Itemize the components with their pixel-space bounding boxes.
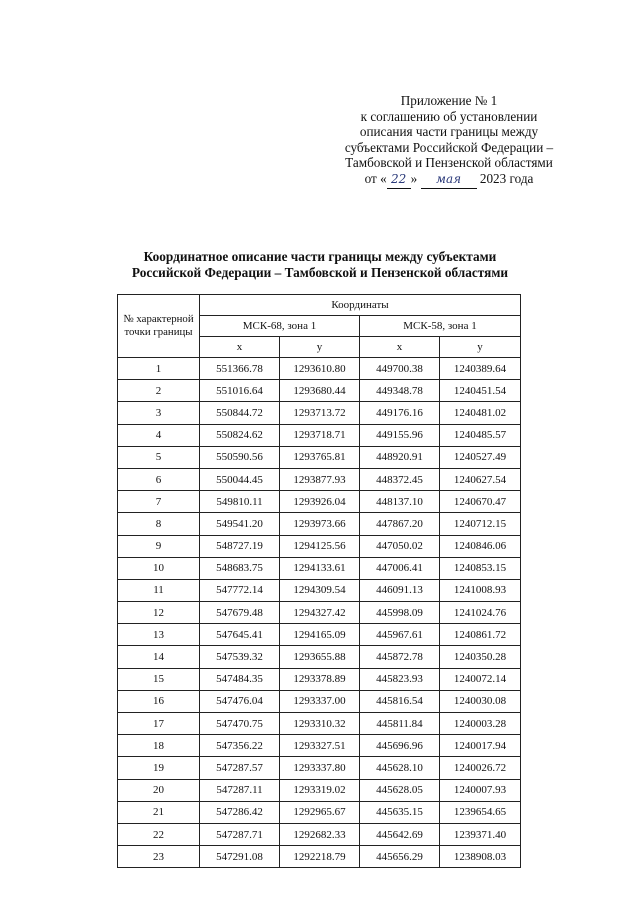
msk68-x-cell: 547679.48 <box>200 602 280 624</box>
msk68-x-cell: 548683.75 <box>200 557 280 579</box>
table-row <box>118 846 521 868</box>
msk58-y-cell: 1240389.64 <box>440 358 521 380</box>
table-row <box>118 358 521 380</box>
appendix-line: к соглашению об установлении <box>360 108 538 124</box>
msk68-y-cell: 1293926.04 <box>280 491 360 513</box>
msk68-x-cell: 550044.45 <box>200 468 280 490</box>
date-year: 2023 года <box>479 170 534 186</box>
point-number-cell: 20 <box>118 779 200 801</box>
msk58-y-cell: 1239371.40 <box>440 823 521 845</box>
msk68-x-header: x <box>200 337 280 358</box>
msk58-x-cell: 448137.10 <box>360 491 440 513</box>
date-day-handwritten: 22 <box>387 172 411 189</box>
point-number-cell: 18 <box>118 735 200 757</box>
msk68-x-cell: 547772.14 <box>200 579 280 601</box>
msk68-y-cell: 1293378.89 <box>280 668 360 690</box>
document-title <box>100 249 540 281</box>
msk68-header: МСК-68, зона 1 <box>200 316 360 337</box>
point-number-cell: 23 <box>118 846 200 868</box>
table-row <box>118 668 521 690</box>
msk68-x-cell: 549810.11 <box>200 491 280 513</box>
table-row <box>118 690 521 712</box>
appendix-header <box>330 93 568 189</box>
msk68-x-cell: 547539.32 <box>200 646 280 668</box>
msk58-y-cell: 1240026.72 <box>440 757 521 779</box>
msk58-y-cell: 1240712.15 <box>440 513 521 535</box>
coordinates-header: Координаты <box>200 295 521 316</box>
msk68-y-cell: 1293718.71 <box>280 424 360 446</box>
date-month-handwritten: мая <box>421 172 477 189</box>
table-row <box>118 713 521 735</box>
table-row <box>118 624 521 646</box>
table-row <box>118 402 521 424</box>
msk68-x-cell: 550824.62 <box>200 424 280 446</box>
msk58-y-cell: 1241008.93 <box>440 579 521 601</box>
msk68-y-cell: 1294165.09 <box>280 624 360 646</box>
msk68-x-cell: 548727.19 <box>200 535 280 557</box>
msk68-y-header: y <box>280 337 360 358</box>
msk58-x-cell: 448920.91 <box>360 446 440 468</box>
point-number-cell: 8 <box>118 513 200 535</box>
msk58-y-cell: 1240853.15 <box>440 557 521 579</box>
date-mid: » <box>410 170 418 186</box>
msk68-x-cell: 547287.11 <box>200 779 280 801</box>
msk58-x-cell: 445998.09 <box>360 602 440 624</box>
table-header <box>118 295 521 358</box>
msk58-y-cell: 1240485.57 <box>440 424 521 446</box>
title-line-1: Координатное описание части границы между субъектами <box>143 249 497 264</box>
msk68-x-cell: 550590.56 <box>200 446 280 468</box>
msk58-x-cell: 449700.38 <box>360 358 440 380</box>
appendix-line: Тамбовской и Пензенской областями <box>345 155 553 171</box>
msk68-y-cell: 1294133.61 <box>280 557 360 579</box>
point-number-cell: 19 <box>118 757 200 779</box>
msk58-x-cell: 445872.78 <box>360 646 440 668</box>
point-number-cell: 14 <box>118 646 200 668</box>
msk58-y-cell: 1240030.08 <box>440 690 521 712</box>
msk58-y-cell: 1240072.14 <box>440 668 521 690</box>
msk68-x-cell: 547286.42 <box>200 801 280 823</box>
point-number-cell: 13 <box>118 624 200 646</box>
msk68-x-cell: 547476.04 <box>200 690 280 712</box>
table-row <box>118 513 521 535</box>
point-number-cell: 17 <box>118 713 200 735</box>
point-number-cell: 21 <box>118 801 200 823</box>
msk58-x-cell: 447006.41 <box>360 557 440 579</box>
point-number-cell: 6 <box>118 468 200 490</box>
msk58-y-cell: 1240861.72 <box>440 624 521 646</box>
msk68-x-cell: 547356.22 <box>200 735 280 757</box>
point-number-header: № характерной точки границы <box>118 295 200 358</box>
msk58-x-cell: 449155.96 <box>360 424 440 446</box>
msk68-y-cell: 1293713.72 <box>280 402 360 424</box>
point-number-cell: 15 <box>118 668 200 690</box>
msk58-x-cell: 447050.02 <box>360 535 440 557</box>
msk58-x-cell: 445811.84 <box>360 713 440 735</box>
msk68-x-cell: 547645.41 <box>200 624 280 646</box>
msk58-y-cell: 1240481.02 <box>440 402 521 424</box>
msk58-y-cell: 1240670.47 <box>440 491 521 513</box>
table-row <box>118 735 521 757</box>
point-number-cell: 2 <box>118 380 200 402</box>
msk68-y-cell: 1293973.66 <box>280 513 360 535</box>
point-number-cell: 1 <box>118 358 200 380</box>
msk58-x-cell: 445628.05 <box>360 779 440 801</box>
point-number-cell: 7 <box>118 491 200 513</box>
msk58-x-cell: 447867.20 <box>360 513 440 535</box>
msk58-x-cell: 445967.61 <box>360 624 440 646</box>
msk68-x-cell: 547287.71 <box>200 823 280 845</box>
table-row <box>118 424 521 446</box>
table-row <box>118 801 521 823</box>
point-number-cell: 16 <box>118 690 200 712</box>
appendix-line: субъектами Российской Федерации – <box>344 139 554 155</box>
msk68-y-cell: 1292682.33 <box>280 823 360 845</box>
table-row <box>118 757 521 779</box>
msk58-y-cell: 1240627.54 <box>440 468 521 490</box>
table-row <box>118 446 521 468</box>
appendix-date <box>330 171 568 189</box>
msk68-y-cell: 1294125.56 <box>280 535 360 557</box>
msk58-x-cell: 449176.16 <box>360 402 440 424</box>
msk58-y-cell: 1240017.94 <box>440 735 521 757</box>
msk58-x-cell: 445628.10 <box>360 757 440 779</box>
coordinates-table <box>117 294 521 868</box>
msk68-y-cell: 1292218.79 <box>280 846 360 868</box>
table-row <box>118 557 521 579</box>
appendix-number: Приложение № 1 <box>400 93 498 108</box>
msk58-x-cell: 445823.93 <box>360 668 440 690</box>
msk58-y-cell: 1240007.93 <box>440 779 521 801</box>
msk58-x-cell: 449348.78 <box>360 380 440 402</box>
point-number-cell: 9 <box>118 535 200 557</box>
msk58-y-cell: 1240846.06 <box>440 535 521 557</box>
msk68-x-cell: 547470.75 <box>200 713 280 735</box>
table-row <box>118 602 521 624</box>
table-row <box>118 535 521 557</box>
table-row <box>118 579 521 601</box>
table-body <box>118 358 521 868</box>
msk68-y-cell: 1293327.51 <box>280 735 360 757</box>
msk58-y-cell: 1240003.28 <box>440 713 521 735</box>
msk68-x-cell: 551016.64 <box>200 380 280 402</box>
msk68-y-cell: 1294327.42 <box>280 602 360 624</box>
point-number-cell: 4 <box>118 424 200 446</box>
msk68-y-cell: 1293337.00 <box>280 690 360 712</box>
table-row <box>118 646 521 668</box>
table-row <box>118 491 521 513</box>
msk58-y-cell: 1240350.28 <box>440 646 521 668</box>
msk58-x-cell: 446091.13 <box>360 579 440 601</box>
msk58-x-cell: 445816.54 <box>360 690 440 712</box>
point-number-cell: 12 <box>118 602 200 624</box>
msk58-x-cell: 445696.96 <box>360 735 440 757</box>
msk68-y-cell: 1293655.88 <box>280 646 360 668</box>
msk68-y-cell: 1293337.80 <box>280 757 360 779</box>
msk58-x-cell: 448372.45 <box>360 468 440 490</box>
msk68-y-cell: 1292965.67 <box>280 801 360 823</box>
table-row <box>118 823 521 845</box>
msk68-y-cell: 1293877.93 <box>280 468 360 490</box>
msk58-header: МСК-58, зона 1 <box>360 316 521 337</box>
msk68-y-cell: 1293680.44 <box>280 380 360 402</box>
msk58-x-header: x <box>360 337 440 358</box>
point-number-cell: 10 <box>118 557 200 579</box>
msk68-x-cell: 547287.57 <box>200 757 280 779</box>
msk68-y-cell: 1293310.32 <box>280 713 360 735</box>
msk68-y-cell: 1293610.80 <box>280 358 360 380</box>
msk58-y-cell: 1239654.65 <box>440 801 521 823</box>
table-row <box>118 468 521 490</box>
msk68-x-cell: 551366.78 <box>200 358 280 380</box>
msk58-y-cell: 1241024.76 <box>440 602 521 624</box>
msk58-y-header: y <box>440 337 521 358</box>
appendix-line: описания части границы между <box>359 124 539 140</box>
msk68-x-cell: 547291.08 <box>200 846 280 868</box>
point-number-cell: 11 <box>118 579 200 601</box>
msk68-x-cell: 549541.20 <box>200 513 280 535</box>
point-number-cell: 3 <box>118 402 200 424</box>
date-prefix: от « <box>364 170 387 186</box>
msk68-y-cell: 1293765.81 <box>280 446 360 468</box>
title-line-2: Российской Федерации – Тамбовской и Пензенской областями <box>131 265 509 280</box>
msk68-x-cell: 547484.35 <box>200 668 280 690</box>
table-row <box>118 779 521 801</box>
msk58-x-cell: 445642.69 <box>360 823 440 845</box>
msk58-x-cell: 445635.15 <box>360 801 440 823</box>
table-row <box>118 380 521 402</box>
msk58-y-cell: 1240527.49 <box>440 446 521 468</box>
point-number-cell: 5 <box>118 446 200 468</box>
msk68-y-cell: 1294309.54 <box>280 579 360 601</box>
msk58-x-cell: 445656.29 <box>360 846 440 868</box>
msk68-y-cell: 1293319.02 <box>280 779 360 801</box>
msk58-y-cell: 1238908.03 <box>440 846 521 868</box>
msk68-x-cell: 550844.72 <box>200 402 280 424</box>
msk58-y-cell: 1240451.54 <box>440 380 521 402</box>
point-number-cell: 22 <box>118 823 200 845</box>
